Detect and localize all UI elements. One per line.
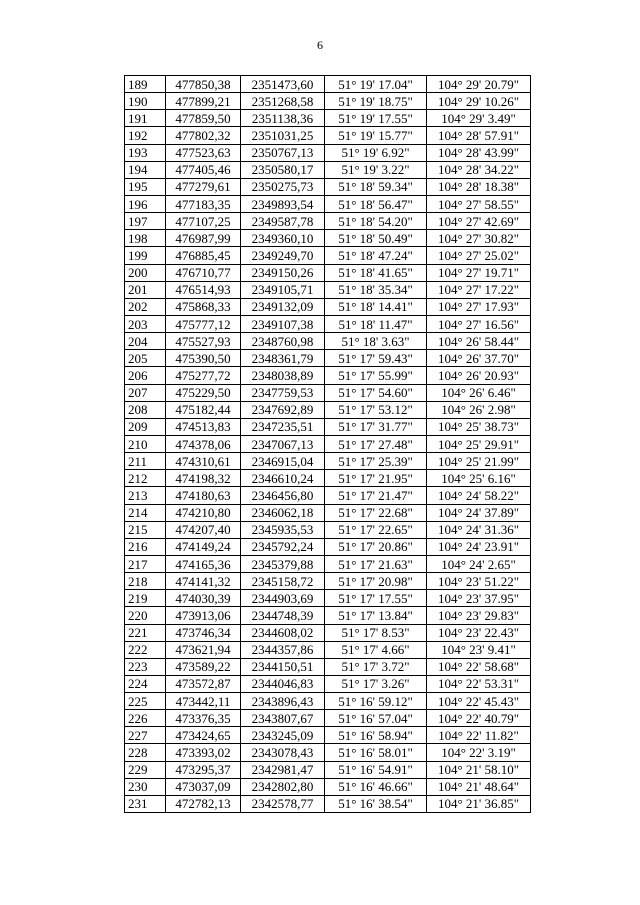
point-number-cell: 229 bbox=[125, 761, 166, 778]
longitude-cell: 104° 24' 23.91" bbox=[427, 538, 531, 555]
latitude-cell: 51° 17' 17.55" bbox=[325, 590, 427, 607]
longitude-cell: 104° 23' 22.43" bbox=[427, 624, 531, 641]
latitude-cell: 51° 19' 17.04" bbox=[325, 76, 427, 93]
x-coordinate-cell: 477183,35 bbox=[166, 195, 241, 212]
longitude-cell: 104° 22' 58.68" bbox=[427, 658, 531, 675]
longitude-cell: 104° 21' 48.64" bbox=[427, 778, 531, 795]
point-number-cell: 231 bbox=[125, 795, 166, 812]
point-number-cell: 214 bbox=[125, 504, 166, 521]
point-number-cell: 206 bbox=[125, 367, 166, 384]
x-coordinate-cell: 472782,13 bbox=[166, 795, 241, 812]
table-row bbox=[125, 350, 531, 367]
table-row bbox=[125, 693, 531, 710]
x-coordinate-cell: 473621,94 bbox=[166, 641, 241, 658]
latitude-cell: 51° 18' 59.34" bbox=[325, 178, 427, 195]
y-coordinate-cell: 2343896,43 bbox=[241, 693, 325, 710]
table-row bbox=[125, 333, 531, 350]
longitude-cell: 104° 25' 21.99" bbox=[427, 453, 531, 470]
x-coordinate-cell: 475229,50 bbox=[166, 384, 241, 401]
x-coordinate-cell: 474198,32 bbox=[166, 470, 241, 487]
table-row bbox=[125, 453, 531, 470]
table-row bbox=[125, 761, 531, 778]
longitude-cell: 104° 28' 57.91" bbox=[427, 127, 531, 144]
latitude-cell: 51° 17' 3.72" bbox=[325, 658, 427, 675]
y-coordinate-cell: 2349587,78 bbox=[241, 213, 325, 230]
y-coordinate-cell: 2343245,09 bbox=[241, 727, 325, 744]
y-coordinate-cell: 2348361,79 bbox=[241, 350, 325, 367]
table-row bbox=[125, 658, 531, 675]
table-row bbox=[125, 744, 531, 761]
table-row bbox=[125, 230, 531, 247]
point-number-cell: 224 bbox=[125, 675, 166, 692]
x-coordinate-cell: 477850,38 bbox=[166, 76, 241, 93]
y-coordinate-cell: 2342578,77 bbox=[241, 795, 325, 812]
latitude-cell: 51° 18' 3.63" bbox=[325, 333, 427, 350]
x-coordinate-cell: 477859,50 bbox=[166, 110, 241, 127]
longitude-cell: 104° 22' 3.19" bbox=[427, 744, 531, 761]
x-coordinate-cell: 477107,25 bbox=[166, 213, 241, 230]
longitude-cell: 104° 28' 43.99" bbox=[427, 144, 531, 161]
point-number-cell: 213 bbox=[125, 487, 166, 504]
point-number-cell: 204 bbox=[125, 333, 166, 350]
table-row bbox=[125, 213, 531, 230]
y-coordinate-cell: 2351268,58 bbox=[241, 93, 325, 110]
y-coordinate-cell: 2350275,73 bbox=[241, 178, 325, 195]
y-coordinate-cell: 2346610,24 bbox=[241, 470, 325, 487]
y-coordinate-cell: 2345158,72 bbox=[241, 573, 325, 590]
x-coordinate-cell: 474210,80 bbox=[166, 504, 241, 521]
x-coordinate-cell: 473589,22 bbox=[166, 658, 241, 675]
x-coordinate-cell: 473913,06 bbox=[166, 607, 241, 624]
latitude-cell: 51° 18' 11.47" bbox=[325, 315, 427, 332]
table-row bbox=[125, 247, 531, 264]
point-number-cell: 210 bbox=[125, 435, 166, 452]
latitude-cell: 51° 19' 3.22" bbox=[325, 161, 427, 178]
y-coordinate-cell: 2348760,98 bbox=[241, 333, 325, 350]
latitude-cell: 51° 17' 22.65" bbox=[325, 521, 427, 538]
table-row bbox=[125, 573, 531, 590]
longitude-cell: 104° 29' 3.49" bbox=[427, 110, 531, 127]
y-coordinate-cell: 2350767,13 bbox=[241, 144, 325, 161]
y-coordinate-cell: 2351031,25 bbox=[241, 127, 325, 144]
point-number-cell: 190 bbox=[125, 93, 166, 110]
table-row bbox=[125, 607, 531, 624]
latitude-cell: 51° 17' 20.86" bbox=[325, 538, 427, 555]
latitude-cell: 51° 17' 22.68" bbox=[325, 504, 427, 521]
latitude-cell: 51° 17' 31.77" bbox=[325, 418, 427, 435]
y-coordinate-cell: 2344046,83 bbox=[241, 675, 325, 692]
table-row bbox=[125, 315, 531, 332]
x-coordinate-cell: 473572,87 bbox=[166, 675, 241, 692]
point-number-cell: 217 bbox=[125, 555, 166, 572]
x-coordinate-cell: 477279,61 bbox=[166, 178, 241, 195]
longitude-cell: 104° 26' 58.44" bbox=[427, 333, 531, 350]
latitude-cell: 51° 18' 14.41" bbox=[325, 298, 427, 315]
table-row bbox=[125, 178, 531, 195]
y-coordinate-cell: 2346915,04 bbox=[241, 453, 325, 470]
longitude-cell: 104° 23' 29.83" bbox=[427, 607, 531, 624]
y-coordinate-cell: 2342981,47 bbox=[241, 761, 325, 778]
point-number-cell: 198 bbox=[125, 230, 166, 247]
x-coordinate-cell: 473442,11 bbox=[166, 693, 241, 710]
point-number-cell: 212 bbox=[125, 470, 166, 487]
latitude-cell: 51° 17' 3.26" bbox=[325, 675, 427, 692]
latitude-cell: 51° 16' 58.94" bbox=[325, 727, 427, 744]
y-coordinate-cell: 2344357,86 bbox=[241, 641, 325, 658]
y-coordinate-cell: 2351138,36 bbox=[241, 110, 325, 127]
y-coordinate-cell: 2343807,67 bbox=[241, 710, 325, 727]
latitude-cell: 51° 17' 4.66" bbox=[325, 641, 427, 658]
table-row bbox=[125, 538, 531, 555]
y-coordinate-cell: 2349249,70 bbox=[241, 247, 325, 264]
latitude-cell: 51° 17' 8.53" bbox=[325, 624, 427, 641]
longitude-cell: 104° 29' 20.79" bbox=[427, 76, 531, 93]
y-coordinate-cell: 2349107,38 bbox=[241, 315, 325, 332]
table-row bbox=[125, 710, 531, 727]
point-number-cell: 230 bbox=[125, 778, 166, 795]
x-coordinate-cell: 477899,21 bbox=[166, 93, 241, 110]
longitude-cell: 104° 25' 6.16" bbox=[427, 470, 531, 487]
x-coordinate-cell: 474180,63 bbox=[166, 487, 241, 504]
table-row bbox=[125, 487, 531, 504]
table-row bbox=[125, 555, 531, 572]
table-row bbox=[125, 675, 531, 692]
point-number-cell: 211 bbox=[125, 453, 166, 470]
x-coordinate-cell: 475777,12 bbox=[166, 315, 241, 332]
table-row bbox=[125, 504, 531, 521]
x-coordinate-cell: 474513,83 bbox=[166, 418, 241, 435]
table-row bbox=[125, 778, 531, 795]
point-number-cell: 191 bbox=[125, 110, 166, 127]
longitude-cell: 104° 26' 20.93" bbox=[427, 367, 531, 384]
longitude-cell: 104° 27' 17.93" bbox=[427, 298, 531, 315]
x-coordinate-cell: 474165,36 bbox=[166, 555, 241, 572]
latitude-cell: 51° 17' 13.84" bbox=[325, 607, 427, 624]
point-number-cell: 200 bbox=[125, 264, 166, 281]
point-number-cell: 218 bbox=[125, 573, 166, 590]
y-coordinate-cell: 2342802,80 bbox=[241, 778, 325, 795]
latitude-cell: 51° 18' 41.65" bbox=[325, 264, 427, 281]
x-coordinate-cell: 476987,99 bbox=[166, 230, 241, 247]
y-coordinate-cell: 2349150,26 bbox=[241, 264, 325, 281]
x-coordinate-cell: 477802,32 bbox=[166, 127, 241, 144]
point-number-cell: 196 bbox=[125, 195, 166, 212]
latitude-cell: 51° 18' 35.34" bbox=[325, 281, 427, 298]
table-row bbox=[125, 76, 531, 93]
point-number-cell: 205 bbox=[125, 350, 166, 367]
y-coordinate-cell: 2344150,51 bbox=[241, 658, 325, 675]
x-coordinate-cell: 475868,33 bbox=[166, 298, 241, 315]
table-row bbox=[125, 795, 531, 812]
point-number-cell: 220 bbox=[125, 607, 166, 624]
longitude-cell: 104° 27' 58.55" bbox=[427, 195, 531, 212]
x-coordinate-cell: 475390,50 bbox=[166, 350, 241, 367]
x-coordinate-cell: 474149,24 bbox=[166, 538, 241, 555]
x-coordinate-cell: 474378,06 bbox=[166, 435, 241, 452]
longitude-cell: 104° 27' 30.82" bbox=[427, 230, 531, 247]
table-row bbox=[125, 195, 531, 212]
longitude-cell: 104° 27' 17.22" bbox=[427, 281, 531, 298]
x-coordinate-cell: 475277,72 bbox=[166, 367, 241, 384]
x-coordinate-cell: 474141,32 bbox=[166, 573, 241, 590]
longitude-cell: 104° 27' 16.56" bbox=[427, 315, 531, 332]
y-coordinate-cell: 2347759,53 bbox=[241, 384, 325, 401]
x-coordinate-cell: 474310,61 bbox=[166, 453, 241, 470]
longitude-cell: 104° 28' 34.22" bbox=[427, 161, 531, 178]
longitude-cell: 104° 22' 40.79" bbox=[427, 710, 531, 727]
latitude-cell: 51° 17' 59.43" bbox=[325, 350, 427, 367]
point-number-cell: 226 bbox=[125, 710, 166, 727]
y-coordinate-cell: 2345792,24 bbox=[241, 538, 325, 555]
latitude-cell: 51° 17' 27.48" bbox=[325, 435, 427, 452]
y-coordinate-cell: 2344903,69 bbox=[241, 590, 325, 607]
latitude-cell: 51° 16' 54.91" bbox=[325, 761, 427, 778]
table-row bbox=[125, 384, 531, 401]
latitude-cell: 51° 17' 20.98" bbox=[325, 573, 427, 590]
y-coordinate-cell: 2349360,10 bbox=[241, 230, 325, 247]
point-number-cell: 223 bbox=[125, 658, 166, 675]
y-coordinate-cell: 2344748,39 bbox=[241, 607, 325, 624]
x-coordinate-cell: 473295,37 bbox=[166, 761, 241, 778]
longitude-cell: 104° 27' 42.69" bbox=[427, 213, 531, 230]
point-number-cell: 225 bbox=[125, 693, 166, 710]
y-coordinate-cell: 2345379,88 bbox=[241, 555, 325, 572]
longitude-cell: 104° 21' 58.10" bbox=[427, 761, 531, 778]
point-number-cell: 193 bbox=[125, 144, 166, 161]
latitude-cell: 51° 19' 18.75" bbox=[325, 93, 427, 110]
point-number-cell: 216 bbox=[125, 538, 166, 555]
y-coordinate-cell: 2347067,13 bbox=[241, 435, 325, 452]
longitude-cell: 104° 23' 9.41" bbox=[427, 641, 531, 658]
table-row bbox=[125, 641, 531, 658]
page-number: 6 bbox=[317, 38, 323, 52]
y-coordinate-cell: 2348038,89 bbox=[241, 367, 325, 384]
table-row bbox=[125, 161, 531, 178]
longitude-cell: 104° 27' 19.71" bbox=[427, 264, 531, 281]
latitude-cell: 51° 19' 15.77" bbox=[325, 127, 427, 144]
table-row bbox=[125, 401, 531, 418]
latitude-cell: 51° 17' 21.63" bbox=[325, 555, 427, 572]
longitude-cell: 104° 22' 11.82" bbox=[427, 727, 531, 744]
table-row bbox=[125, 367, 531, 384]
longitude-cell: 104° 24' 58.22" bbox=[427, 487, 531, 504]
latitude-cell: 51° 18' 56.47" bbox=[325, 195, 427, 212]
longitude-cell: 104° 28' 18.38" bbox=[427, 178, 531, 195]
point-number-cell: 202 bbox=[125, 298, 166, 315]
point-number-cell: 197 bbox=[125, 213, 166, 230]
longitude-cell: 104° 23' 37.95" bbox=[427, 590, 531, 607]
longitude-cell: 104° 22' 45.43" bbox=[427, 693, 531, 710]
x-coordinate-cell: 473037,09 bbox=[166, 778, 241, 795]
latitude-cell: 51° 16' 38.54" bbox=[325, 795, 427, 812]
longitude-cell: 104° 25' 29.91" bbox=[427, 435, 531, 452]
longitude-cell: 104° 29' 10.26" bbox=[427, 93, 531, 110]
point-number-cell: 219 bbox=[125, 590, 166, 607]
table-row bbox=[125, 281, 531, 298]
y-coordinate-cell: 2343078,43 bbox=[241, 744, 325, 761]
y-coordinate-cell: 2350580,17 bbox=[241, 161, 325, 178]
longitude-cell: 104° 24' 37.89" bbox=[427, 504, 531, 521]
table-row bbox=[125, 418, 531, 435]
longitude-cell: 104° 22' 53.31" bbox=[427, 675, 531, 692]
longitude-cell: 104° 24' 2.65" bbox=[427, 555, 531, 572]
latitude-cell: 51° 17' 53.12" bbox=[325, 401, 427, 418]
longitude-cell: 104° 23' 51.22" bbox=[427, 573, 531, 590]
x-coordinate-cell: 477405,46 bbox=[166, 161, 241, 178]
latitude-cell: 51° 16' 59.12" bbox=[325, 693, 427, 710]
x-coordinate-cell: 473424,65 bbox=[166, 727, 241, 744]
longitude-cell: 104° 26' 6.46" bbox=[427, 384, 531, 401]
x-coordinate-cell: 474030,39 bbox=[166, 590, 241, 607]
point-number-cell: 228 bbox=[125, 744, 166, 761]
latitude-cell: 51° 18' 54.20" bbox=[325, 213, 427, 230]
y-coordinate-cell: 2346456,80 bbox=[241, 487, 325, 504]
x-coordinate-cell: 473376,35 bbox=[166, 710, 241, 727]
table-row bbox=[125, 590, 531, 607]
longitude-cell: 104° 21' 36.85" bbox=[427, 795, 531, 812]
point-number-cell: 203 bbox=[125, 315, 166, 332]
longitude-cell: 104° 27' 25.02" bbox=[427, 247, 531, 264]
x-coordinate-cell: 474207,40 bbox=[166, 521, 241, 538]
point-number-cell: 194 bbox=[125, 161, 166, 178]
table-row bbox=[125, 93, 531, 110]
latitude-cell: 51° 17' 54.60" bbox=[325, 384, 427, 401]
longitude-cell: 104° 24' 31.36" bbox=[427, 521, 531, 538]
y-coordinate-cell: 2351473,60 bbox=[241, 76, 325, 93]
point-number-cell: 199 bbox=[125, 247, 166, 264]
latitude-cell: 51° 17' 55.99" bbox=[325, 367, 427, 384]
latitude-cell: 51° 18' 50.49" bbox=[325, 230, 427, 247]
x-coordinate-cell: 476514,93 bbox=[166, 281, 241, 298]
point-number-cell: 209 bbox=[125, 418, 166, 435]
coordinates-table-body bbox=[125, 76, 531, 813]
latitude-cell: 51° 16' 46.66" bbox=[325, 778, 427, 795]
y-coordinate-cell: 2347692,89 bbox=[241, 401, 325, 418]
y-coordinate-cell: 2349105,71 bbox=[241, 281, 325, 298]
point-number-cell: 207 bbox=[125, 384, 166, 401]
coordinates-table bbox=[124, 75, 531, 813]
latitude-cell: 51° 16' 58.01" bbox=[325, 744, 427, 761]
table-row bbox=[125, 521, 531, 538]
point-number-cell: 227 bbox=[125, 727, 166, 744]
latitude-cell: 51° 19' 6.92" bbox=[325, 144, 427, 161]
latitude-cell: 51° 18' 47.24" bbox=[325, 247, 427, 264]
x-coordinate-cell: 473393,02 bbox=[166, 744, 241, 761]
longitude-cell: 104° 26' 2.98" bbox=[427, 401, 531, 418]
point-number-cell: 215 bbox=[125, 521, 166, 538]
table-row bbox=[125, 470, 531, 487]
x-coordinate-cell: 476885,45 bbox=[166, 247, 241, 264]
y-coordinate-cell: 2345935,53 bbox=[241, 521, 325, 538]
longitude-cell: 104° 26' 37.70" bbox=[427, 350, 531, 367]
x-coordinate-cell: 477523,63 bbox=[166, 144, 241, 161]
table-row bbox=[125, 144, 531, 161]
x-coordinate-cell: 475182,44 bbox=[166, 401, 241, 418]
point-number-cell: 208 bbox=[125, 401, 166, 418]
x-coordinate-cell: 475527,93 bbox=[166, 333, 241, 350]
point-number-cell: 192 bbox=[125, 127, 166, 144]
table-row bbox=[125, 127, 531, 144]
y-coordinate-cell: 2346062,18 bbox=[241, 504, 325, 521]
table-row bbox=[125, 727, 531, 744]
table-row bbox=[125, 435, 531, 452]
table-row bbox=[125, 298, 531, 315]
point-number-cell: 189 bbox=[125, 76, 166, 93]
table-row bbox=[125, 624, 531, 641]
point-number-cell: 201 bbox=[125, 281, 166, 298]
latitude-cell: 51° 17' 21.47" bbox=[325, 487, 427, 504]
point-number-cell: 221 bbox=[125, 624, 166, 641]
table-row bbox=[125, 110, 531, 127]
point-number-cell: 222 bbox=[125, 641, 166, 658]
y-coordinate-cell: 2344608,02 bbox=[241, 624, 325, 641]
y-coordinate-cell: 2349893,54 bbox=[241, 195, 325, 212]
latitude-cell: 51° 17' 21.95" bbox=[325, 470, 427, 487]
x-coordinate-cell: 473746,34 bbox=[166, 624, 241, 641]
table-row bbox=[125, 264, 531, 281]
x-coordinate-cell: 476710,77 bbox=[166, 264, 241, 281]
point-number-cell: 195 bbox=[125, 178, 166, 195]
longitude-cell: 104° 25' 38.73" bbox=[427, 418, 531, 435]
latitude-cell: 51° 19' 17.55" bbox=[325, 110, 427, 127]
y-coordinate-cell: 2349132,09 bbox=[241, 298, 325, 315]
latitude-cell: 51° 17' 25.39" bbox=[325, 453, 427, 470]
y-coordinate-cell: 2347235,51 bbox=[241, 418, 325, 435]
latitude-cell: 51° 16' 57.04" bbox=[325, 710, 427, 727]
